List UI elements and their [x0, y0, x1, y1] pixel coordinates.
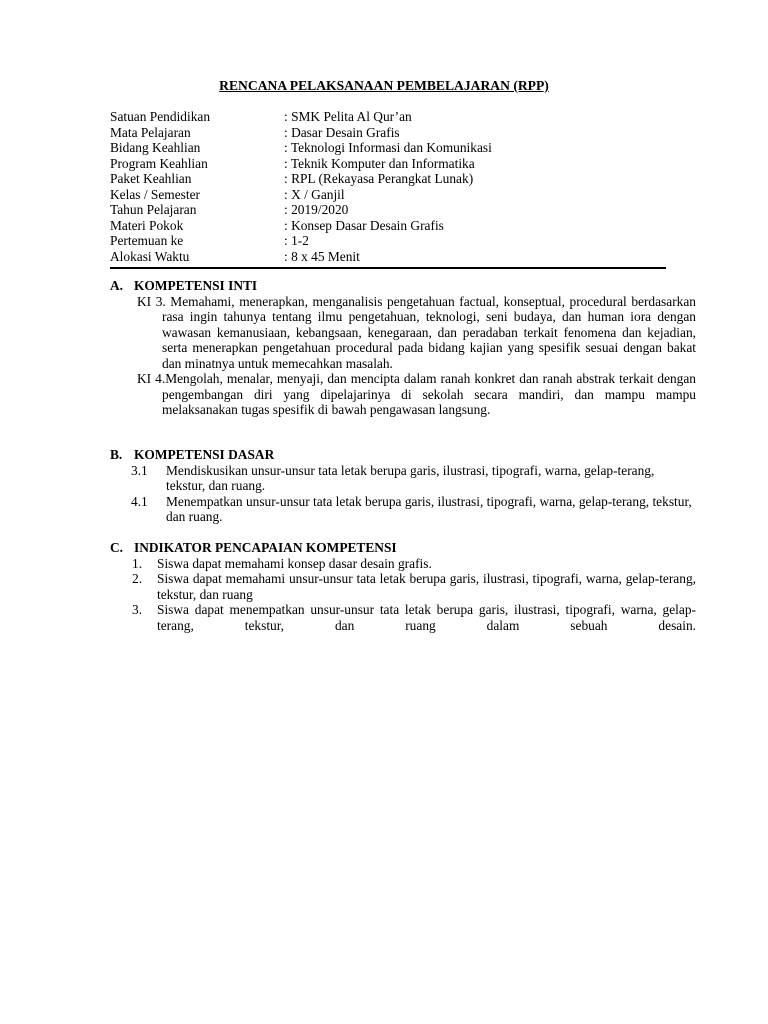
- indicator-text: Siswa dapat memahami unsur-unsur tata letak berupa garis, ilustrasi, tipografi, warna, gelap-terang, tekstur, dan ruang: [157, 571, 696, 602]
- document-title: RENCANA PELAKSANAAN PEMBELAJARAN (RPP): [219, 78, 549, 93]
- section-letter: A.: [110, 278, 124, 293]
- section-letter: C.: [110, 540, 124, 555]
- identity-label: Mata Pelajaran: [110, 124, 191, 140]
- kd-text: Mendiskusikan unsur-unsur tata letak berupa garis, ilustrasi, tipografi, warna, gelap-terang, tekstur, dan ruang.: [166, 462, 655, 493]
- section-title: KOMPETENSI INTI: [134, 278, 258, 293]
- ki-list: [110, 294, 696, 418]
- kd-item: [110, 463, 696, 494]
- identity-value: : 1-2: [284, 233, 309, 248]
- identity-row: [110, 218, 670, 234]
- section-letter: B.: [110, 447, 123, 462]
- indicator-number: 2.: [132, 571, 143, 586]
- identity-value: : Teknologi Informasi dan Komunikasi: [284, 140, 492, 155]
- identity-value: : 2019/2020: [284, 202, 349, 217]
- identity-value: : SMK Pelita Al Qur’an: [284, 109, 412, 124]
- identity-value: : Teknik Komputer dan Informatika: [284, 155, 475, 171]
- identity-value: : 8 x 45 Menit: [284, 248, 360, 264]
- identity-table: [110, 109, 670, 264]
- kd-number: 3.1: [131, 462, 148, 478]
- identity-row: [110, 140, 670, 156]
- header-divider: [110, 267, 666, 269]
- kd-item: [110, 494, 696, 525]
- indicator-item: [110, 556, 696, 572]
- ki-item: KI 3. Memahami, menerapkan, menganalisis pengetahuan factual, konseptual, procedural berdasarkan rasa ingin tahunya tentang ilmu pengetahuan, teknologi, seni budaya, dan human iora dengan wawasan kemanusiaan, kebangsaan, kenegaraan, dan peradaban terkait fenomena dan kejadian, serta menerapkan pengetahuan procedural pada bidang kajian yang spesifik sesuai dengan bakat dan minatnya untuk memecahkan masalah.: [137, 293, 696, 371]
- indicator-item: [110, 571, 696, 602]
- identity-label: Tahun Pelajaran: [110, 202, 197, 217]
- identity-label: Bidang Keahlian: [110, 140, 201, 155]
- ki-item: KI 4.Mengolah, menalar, menyaji, dan mencipta dalam ranah konkret dan ranah abstrak terkait dengan pengembangan diri yang dipelajarinya di sekolah secara mandiri, dan mampu mampu melaksanakan tugas spesifik di bawah pengawasan langsung.: [137, 371, 696, 417]
- section-indikator: [110, 540, 696, 633]
- section-heading: [110, 540, 696, 556]
- section-title: KOMPETENSI DASAR: [134, 447, 275, 462]
- identity-label: Satuan Pendidikan: [110, 109, 211, 124]
- indicator-text: Siswa dapat menempatkan unsur-unsur tata letak berupa garis, ilustrasi, tipografi, warna, gelap-terang, tekstur, dan ruang dalam sebuah desain.: [157, 602, 696, 633]
- kd-text: Menempatkan unsur-unsur tata letak berupa garis, ilustrasi, tipografi, warna, gelap-terang, tekstur, dan ruang.: [166, 493, 692, 524]
- identity-value: : RPL (Rekayasa Perangkat Lunak): [284, 171, 474, 186]
- identity-row: [110, 156, 670, 172]
- identity-row: [110, 171, 670, 187]
- kd-number: 4.1: [131, 493, 148, 509]
- identity-row: [110, 202, 670, 218]
- section-kompetensi-dasar: [110, 447, 696, 525]
- indicator-item: [110, 602, 696, 633]
- identity-value: : X / Ganjil: [284, 186, 345, 202]
- identity-value: : Konsep Dasar Desain Grafis: [284, 217, 444, 233]
- identity-label: Kelas / Semester: [110, 186, 200, 202]
- identity-row: [110, 233, 670, 249]
- section-kompetensi-inti: [110, 278, 696, 418]
- section-heading: [110, 447, 696, 463]
- indicator-number: 1.: [132, 555, 143, 571]
- indicator-number: 3.: [132, 602, 143, 617]
- identity-row: [110, 125, 670, 141]
- section-heading: [110, 278, 696, 294]
- section-title: INDIKATOR PENCAPAIAN KOMPETENSI: [134, 540, 397, 555]
- identity-row: [110, 187, 670, 203]
- identity-label: Materi Pokok: [110, 217, 184, 233]
- identity-label: Pertemuan ke: [110, 233, 184, 248]
- identity-row: [110, 109, 670, 125]
- identity-label: Alokasi Waktu: [110, 248, 190, 264]
- identity-row: [110, 249, 670, 265]
- identity-value: : Dasar Desain Grafis: [284, 124, 400, 140]
- indicator-text: Siswa dapat memahami konsep dasar desain grafis.: [157, 555, 432, 571]
- identity-label: Paket Keahlian: [110, 171, 192, 186]
- identity-label: Program Keahlian: [110, 155, 208, 171]
